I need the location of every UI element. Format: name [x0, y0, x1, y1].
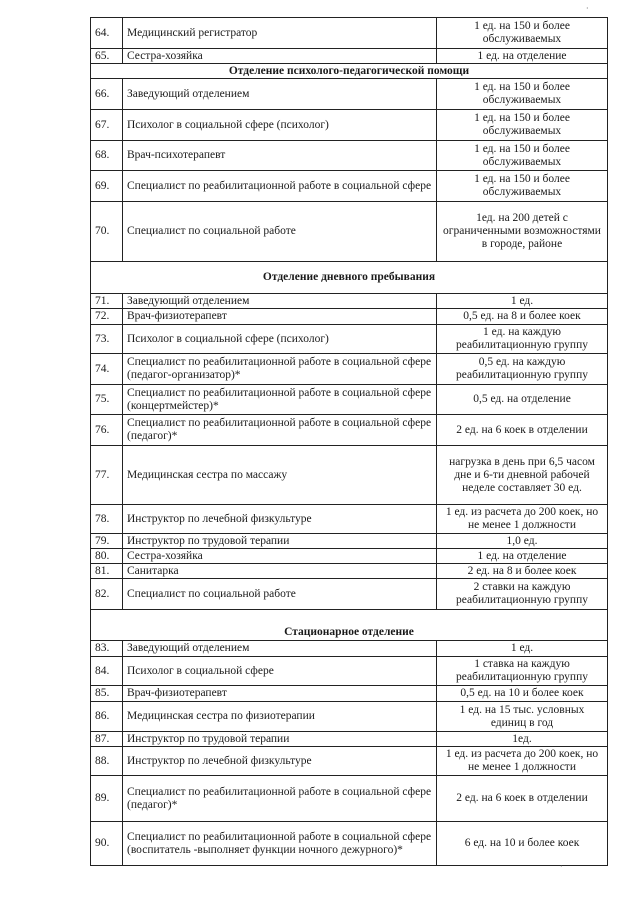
table-row — [91, 702, 608, 732]
staffing-table-body — [91, 18, 608, 866]
section-title: Стационарное отделение — [91, 610, 608, 641]
position-name: Врач-физиотерапевт — [123, 686, 437, 702]
row-number: 79. — [91, 534, 123, 549]
position-name: Инструктор по трудовой терапии — [123, 732, 437, 747]
staffing-norm: 1 ед. на 15 тыс. условных единиц в год — [437, 702, 608, 732]
position-name: Специалист по реабилитационной работе в социальной сфере (воспитатель -выполняет функции ночного дежурного)* — [123, 822, 437, 866]
row-number: 74. — [91, 354, 123, 385]
table-row — [91, 385, 608, 415]
table-row — [91, 641, 608, 657]
staffing-norm: 1 ед. — [437, 641, 608, 657]
scan-speck: · — [586, 4, 589, 13]
position-name: Инструктор по лечебной физкультуре — [123, 505, 437, 534]
row-number: 65. — [91, 49, 123, 64]
table-row — [91, 415, 608, 446]
staffing-norm: 0,5 ед. на 10 и более коек — [437, 686, 608, 702]
staffing-norm: 1 ед. на каждую реабилитационную группу — [437, 325, 608, 354]
staffing-norm: 1 ед. из расчета до 200 коек, но не менее 1 должности — [437, 505, 608, 534]
position-name: Заведующий отделением — [123, 79, 437, 110]
staffing-norm: 1 ед. на отделение — [437, 49, 608, 64]
staffing-norm: 0,5 ед. на отделение — [437, 385, 608, 415]
staffing-norm: 2 ед. на 6 коек в отделении — [437, 415, 608, 446]
row-number: 90. — [91, 822, 123, 866]
staffing-norm: 2 ед. на 8 и более коек — [437, 564, 608, 579]
staffing-norm: 1 ед. на отделение — [437, 549, 608, 564]
staffing-norm: нагрузка в день при 6,5 часом дне и 6-ти дневной рабочей неделе составляет 30 ед. — [437, 446, 608, 505]
row-number: 76. — [91, 415, 123, 446]
position-name: Специалист по социальной работе — [123, 579, 437, 610]
position-name: Инструктор по трудовой терапии — [123, 534, 437, 549]
row-number: 71. — [91, 294, 123, 309]
position-name: Санитарка — [123, 564, 437, 579]
row-number: 86. — [91, 702, 123, 732]
staffing-norm: 1ед. на 200 детей с ограниченными возможностями в городе, районе — [437, 202, 608, 262]
row-number: 87. — [91, 732, 123, 747]
table-row — [91, 446, 608, 505]
table-row — [91, 579, 608, 610]
table-row — [91, 79, 608, 110]
position-name: Медицинская сестра по физиотерапии — [123, 702, 437, 732]
section-header-row — [91, 610, 608, 641]
row-number: 89. — [91, 776, 123, 822]
table-row — [91, 686, 608, 702]
staffing-norm: 0,5 ед. на 8 и более коек — [437, 309, 608, 325]
staffing-norm: 1 ед. на 150 и более обслуживаемых — [437, 79, 608, 110]
row-number: 67. — [91, 110, 123, 141]
table-row — [91, 309, 608, 325]
row-number: 83. — [91, 641, 123, 657]
position-name: Специалист по реабилитационной работе в социальной сфере (концертмейстер)* — [123, 385, 437, 415]
staffing-norm: 1 ед. из расчета до 200 коек, но не менее 1 должности — [437, 747, 608, 776]
staffing-norm: 2 ед. на 6 коек в отделении — [437, 776, 608, 822]
table-row — [91, 822, 608, 866]
row-number: 73. — [91, 325, 123, 354]
table-row — [91, 657, 608, 686]
staffing-norm: 1 ед. на 150 и более обслуживаемых — [437, 141, 608, 171]
section-title: Отделение дневного пребывания — [91, 262, 608, 294]
staffing-norm: 1 ед. — [437, 294, 608, 309]
scan-speck: · — [560, 862, 563, 871]
row-number: 68. — [91, 141, 123, 171]
table-row — [91, 564, 608, 579]
position-name: Специалист по реабилитационной работе в социальной сфере — [123, 171, 437, 202]
position-name: Врач-физиотерапевт — [123, 309, 437, 325]
staffing-norm: 1,0 ед. — [437, 534, 608, 549]
table-row — [91, 534, 608, 549]
staffing-norm: 1 ед. на 150 и более обслуживаемых — [437, 18, 608, 49]
row-number: 78. — [91, 505, 123, 534]
position-name: Специалист по социальной работе — [123, 202, 437, 262]
table-row — [91, 732, 608, 747]
row-number: 88. — [91, 747, 123, 776]
position-name: Психолог в социальной сфере (психолог) — [123, 325, 437, 354]
row-number: 77. — [91, 446, 123, 505]
row-number: 82. — [91, 579, 123, 610]
position-name: Врач-психотерапевт — [123, 141, 437, 171]
position-name: Медицинская сестра по массажу — [123, 446, 437, 505]
row-number: 72. — [91, 309, 123, 325]
row-number: 66. — [91, 79, 123, 110]
staffing-norm: 6 ед. на 10 и более коек — [437, 822, 608, 866]
table-row — [91, 505, 608, 534]
position-name: Заведующий отделением — [123, 641, 437, 657]
table-row — [91, 325, 608, 354]
position-name: Медицинский регистратор — [123, 18, 437, 49]
table-row — [91, 354, 608, 385]
row-number: 75. — [91, 385, 123, 415]
staffing-norm: 1 ставка на каждую реабилитационную группу — [437, 657, 608, 686]
table-row — [91, 18, 608, 49]
table-row — [91, 776, 608, 822]
staffing-norm: 0,5 ед. на каждую реабилитационную группу — [437, 354, 608, 385]
staffing-norm: 2 ставки на каждую реабилитационную группу — [437, 579, 608, 610]
table-row — [91, 49, 608, 64]
position-name: Инструктор по лечебной физкультуре — [123, 747, 437, 776]
position-name: Психолог в социальной сфере — [123, 657, 437, 686]
position-name: Специалист по реабилитационной работе в социальной сфере (педагог)* — [123, 776, 437, 822]
table-row — [91, 202, 608, 262]
section-header-row — [91, 64, 608, 79]
position-name: Психолог в социальной сфере (психолог) — [123, 110, 437, 141]
row-number: 69. — [91, 171, 123, 202]
position-name: Сестра-хозяйка — [123, 549, 437, 564]
row-number: 80. — [91, 549, 123, 564]
staffing-norm: 1 ед. на 150 и более обслуживаемых — [437, 110, 608, 141]
table-row — [91, 141, 608, 171]
position-name: Сестра-хозяйка — [123, 49, 437, 64]
table-row — [91, 747, 608, 776]
position-name: Специалист по реабилитационной работе в социальной сфере (педагог-организатор)* — [123, 354, 437, 385]
row-number: 70. — [91, 202, 123, 262]
table-row — [91, 294, 608, 309]
row-number: 81. — [91, 564, 123, 579]
row-number: 84. — [91, 657, 123, 686]
section-title: Отделение психолого-педагогической помощи — [91, 64, 608, 79]
position-name: Заведующий отделением — [123, 294, 437, 309]
staffing-norm: 1ед. — [437, 732, 608, 747]
staffing-table — [90, 17, 608, 866]
row-number: 64. — [91, 18, 123, 49]
section-header-row — [91, 262, 608, 294]
table-row — [91, 110, 608, 141]
position-name: Специалист по реабилитационной работе в социальной сфере (педагог)* — [123, 415, 437, 446]
table-row — [91, 549, 608, 564]
row-number: 85. — [91, 686, 123, 702]
staffing-norm: 1 ед. на 150 и более обслуживаемых — [437, 171, 608, 202]
table-row — [91, 171, 608, 202]
